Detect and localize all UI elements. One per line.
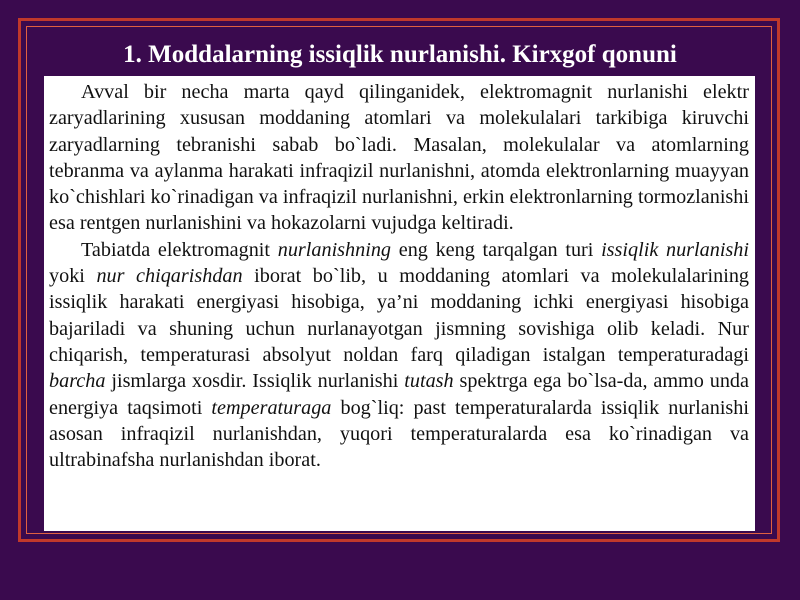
paragraph-2 bbox=[49, 237, 749, 474]
emphasis-nur-chiqarishdan: nur chiqarishdan bbox=[96, 265, 243, 288]
paragraph-2-text: yoki bbox=[49, 265, 97, 288]
slide-title: 1. Moddalarning issiqlik nurlanishi. Kirxgof qonuni bbox=[123, 41, 677, 68]
emphasis-temperaturaga: temperaturaga bbox=[211, 396, 332, 419]
paragraph-2-text: iborat bo`lib, u moddaning atomlari va molekulalarining issiqlik harakati energiyasi hisobiga, ya’ni moddaning ichki energiyasi hisobiga bajariladi va shuning uchun nurlanayotgan jismning sovishiga olib keladi. Nur chiqarish, temperaturasi absolyut noldan farq qiladigan istalgan temperaturadagi bbox=[49, 265, 750, 366]
paragraph-2-text: eng keng tarqalgan turi bbox=[391, 238, 602, 261]
emphasis-nurlanishning: nurlanishning bbox=[277, 238, 392, 261]
text-panel bbox=[44, 76, 755, 531]
emphasis-issiqlik-nurlanishi: issiqlik nurlanishi bbox=[601, 238, 749, 261]
emphasis-tutash: tutash bbox=[404, 370, 454, 393]
paragraph-2-text: spektrga ega bo`lsa-da, ammo unda energiya taqsimoti bbox=[49, 370, 749, 419]
emphasis-barcha: barcha bbox=[49, 370, 106, 393]
paragraph-2-text: bog`liq: past temperaturalarda issiqlik nurlanishi asosan infraqizil nurlanishdan, yuqori temperaturalarda esa ko`rinadigan va ultrabinafsha nurlanishdan iborat. bbox=[49, 396, 749, 472]
paragraph-1: Avval bir necha marta qayd qilinganidek, elektromagnit nurlanishi elektr zaryadlarining xususan moddaning atomlari va molekulalari tarkibiga kiruvchi zaryadlarning tebranishi sabab bo`ladi. Masalan, molekulalar va atomlarning tebranma va aylanma harakati infraqizil nurlanishni, atomda elektronlarning muayyan ko`chishlari ko`rinadigan va infraqizil nurlanishni, erkin elektronlarning tormozlanishi esa rentgen nurlanishini va hokazolarni vujudga keltiradi. bbox=[49, 81, 749, 235]
paragraph-2-text: Tabiatda elektromagnit bbox=[81, 238, 278, 261]
paragraph-2-text: jismlarga xosdir. Issiqlik nurlanishi bbox=[105, 370, 405, 393]
